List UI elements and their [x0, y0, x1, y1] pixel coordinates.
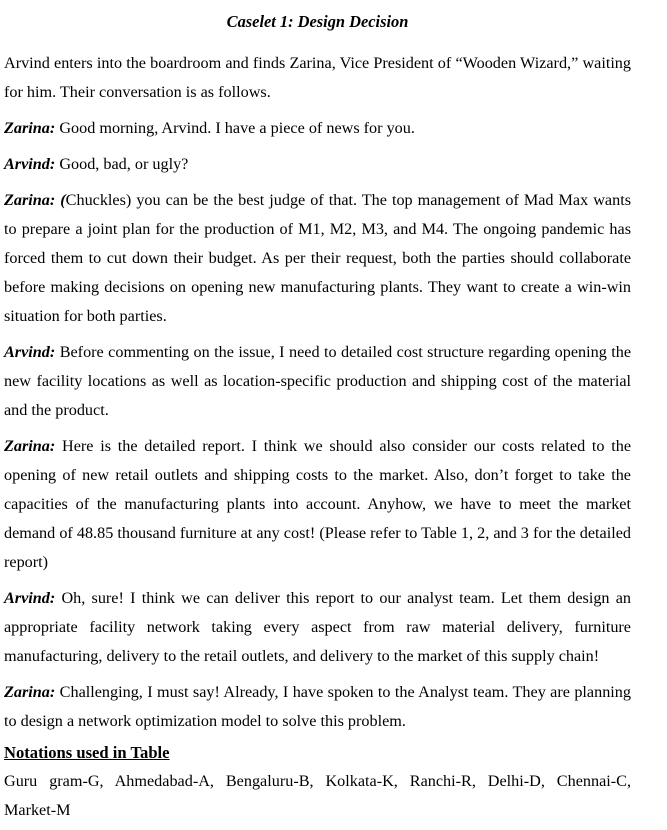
dialogue-zarina-4 [4, 678, 631, 736]
speaker-label: Arvind: [4, 589, 56, 607]
paragraph-text: Chuckles) you can be the best judge of that. The top management of Mad Max wants to prepare a joint plan for the production of M1, M2, M3, and M4. The ongoing pandemic has forced them to cut down their budget. As per their request, both the parties should collaborate before making decisions on opening new manufacturing plants. They want to create a win-win situation for both parties. [4, 191, 631, 325]
paragraph-text: Before commenting on the issue, I need to detailed cost structure regarding opening the new facility locations as well as location-specific production and shipping cost of the material and the product. [4, 343, 631, 419]
speaker-label: Zarina: [4, 437, 56, 455]
dialogue-arvind-1 [4, 150, 631, 179]
dialogue-zarina-3 [4, 432, 631, 577]
speaker-label: Zarina: ( [4, 191, 66, 209]
paragraph-text: Good morning, Arvind. I have a piece of news for you. [55, 119, 415, 137]
notations-text: Guru gram-G, Ahmedabad-A, Bengaluru-B, Kolkata-K, Ranchi-R, Delhi-D, Chennai-C, Market-M [4, 772, 631, 819]
paragraph-text: Challenging, I must say! Already, I have spoken to the Analyst team. They are planning to design a network optimization model to solve this problem. [4, 683, 631, 730]
caselet-title: Caselet 1: Design Decision [226, 12, 409, 31]
speaker-label: Arvind: [4, 343, 56, 361]
paragraph-text: Here is the detailed report. I think we should also consider our costs related to the opening of new retail outlets and shipping costs to the market. Also, don’t forget to take the capacities of the manufacturing plants into account. Anyhow, we have to meet the market demand of 48.85 thousand furniture at any cost! (Please refer to Table 1, 2, and 3 for the detailed report) [4, 437, 631, 571]
dialogue-zarina-1 [4, 114, 631, 143]
paragraph-text: Oh, sure! I think we can deliver this report to our analyst team. Let them design an appropriate facility network taking every aspect from raw material delivery, furniture manufacturing, delivery to the retail outlets, and delivery to the market of this supply chain! [4, 589, 631, 665]
dialogue-zarina-2 [4, 186, 631, 331]
dialogue-arvind-2 [4, 338, 631, 425]
speaker-label: Zarina: [4, 119, 56, 137]
dialogue-arvind-3 [4, 584, 631, 671]
speaker-label: Arvind: [4, 155, 56, 173]
paragraph-intro [4, 49, 631, 107]
speaker-label: Zarina: [4, 683, 56, 701]
paragraph-text: Arvind enters into the boardroom and finds Zarina, Vice President of “Wooden Wizard,” waiting for him. Their conversation is as follows. [4, 54, 631, 101]
paragraph-text: Good, bad, or ugly? [55, 155, 189, 173]
notations-heading: Notations used in Table [4, 743, 170, 762]
